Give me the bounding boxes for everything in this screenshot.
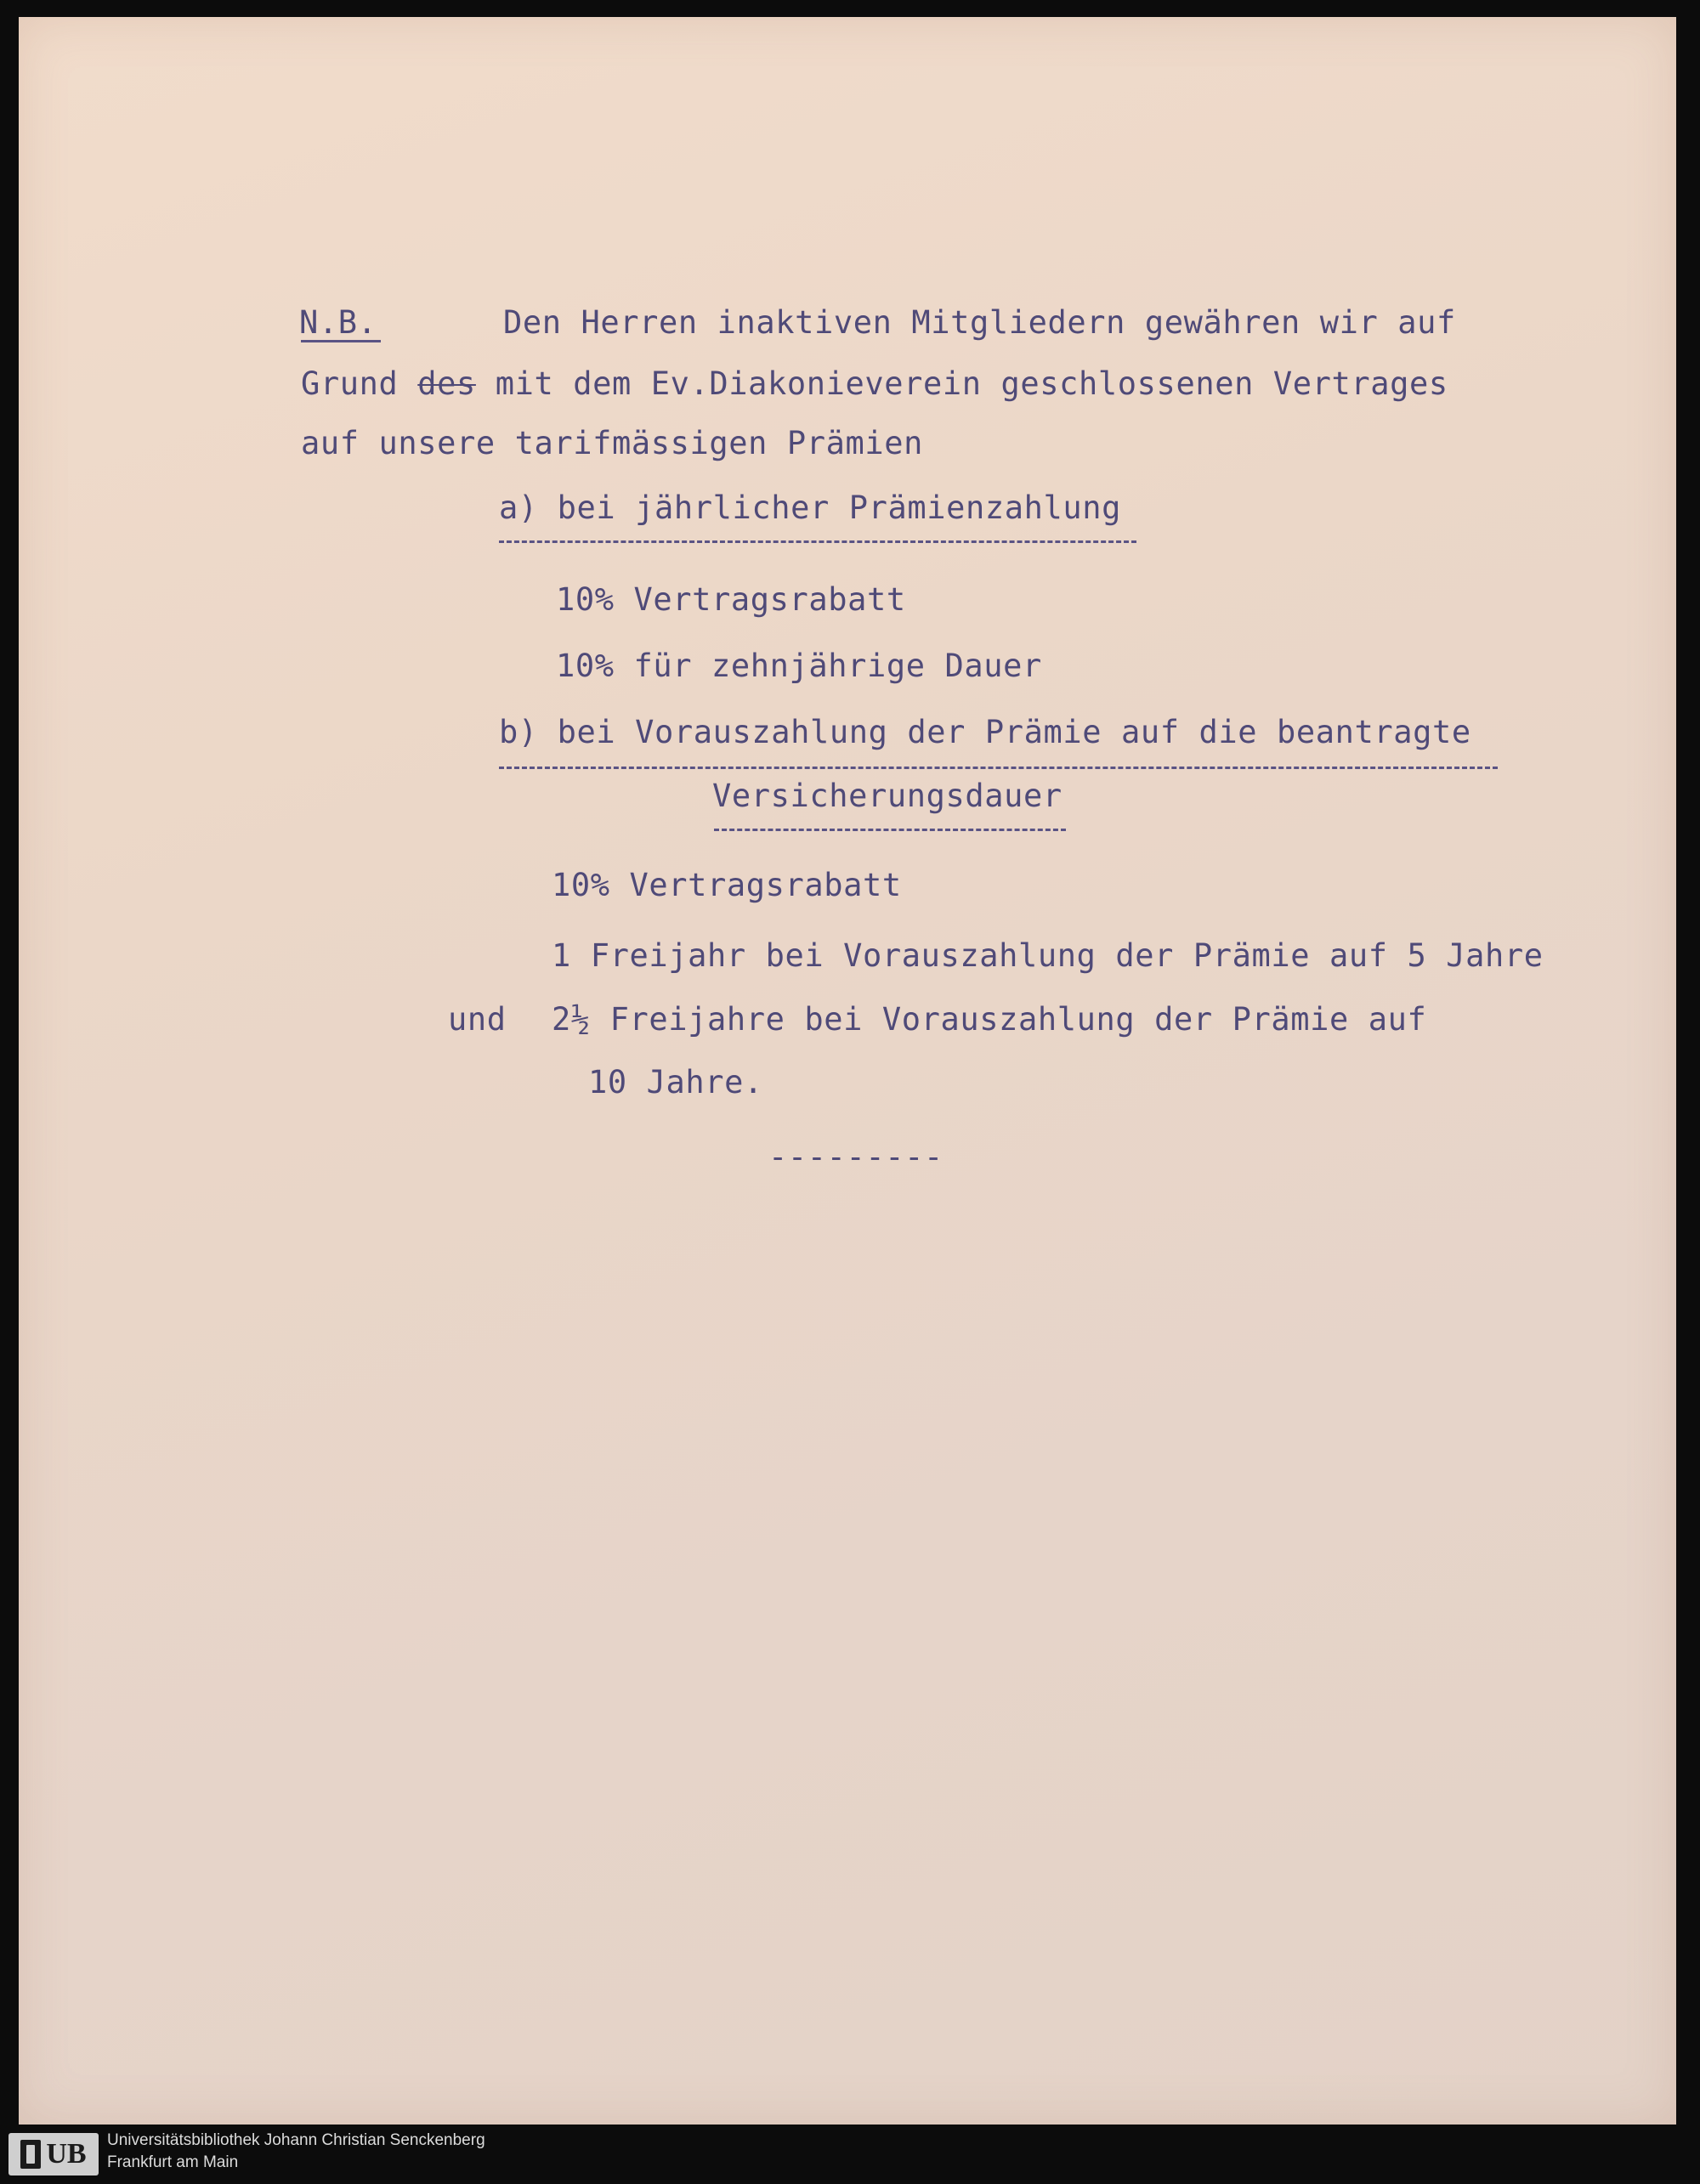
paragraph-line-2-start: Grund — [301, 365, 418, 402]
section-a-rule — [499, 540, 1136, 543]
section-b-item-2: 1 Freijahr bei Vorauszahlung der Prämie auf 5 Jahre — [552, 937, 1544, 974]
paragraph-line-2 — [301, 365, 1448, 403]
institution-line-1: Universitätsbibliothek Johann Christian Senckenberg — [107, 2131, 485, 2149]
paragraph-line-2-end: mit dem Ev.Diakonieverein geschlossenen Vertrages — [475, 365, 1448, 402]
nb-underline — [301, 340, 381, 342]
nb-label: N.B. — [299, 304, 377, 341]
paragraph-line-3: auf unsere tarifmässigen Prämien — [301, 425, 924, 461]
ub-logo-text: UB — [46, 2138, 87, 2170]
section-a-item-2: 10% für zehnjährige Dauer — [556, 648, 1042, 684]
versicherungsdauer-rule — [714, 829, 1066, 831]
ub-logo-mark-icon — [20, 2140, 41, 2169]
section-a-item-1: 10% Vertragsrabatt — [556, 581, 906, 618]
section-b-heading: b) bei Vorauszahlung der Prämie auf die beantragte — [499, 714, 1471, 750]
section-b-item-1: 10% Vertragsrabatt — [552, 867, 902, 903]
ub-logo — [8, 2133, 99, 2176]
struck-word: des — [417, 365, 476, 402]
end-rule: --------- — [768, 1139, 944, 1175]
paragraph-line-1: Den Herren inaktiven Mitgliedern gewähren wir auf — [503, 304, 1456, 341]
section-a-heading: a) bei jährlicher Prämienzahlung — [499, 489, 1122, 526]
section-b-item-3: 2½ Freijahre bei Vorauszahlung der Prämie auf — [552, 1001, 1427, 1038]
institution-line-2: Frankfurt am Main — [107, 2153, 239, 2171]
section-b-rule — [499, 767, 1498, 769]
section-b-heading-cont: Versicherungsdauer — [712, 778, 1062, 814]
und-label: und — [448, 1001, 507, 1038]
section-b-item-3-cont: 10 Jahre. — [588, 1064, 763, 1100]
paper-sheet — [19, 17, 1676, 2125]
footer-bar — [0, 2125, 1700, 2184]
